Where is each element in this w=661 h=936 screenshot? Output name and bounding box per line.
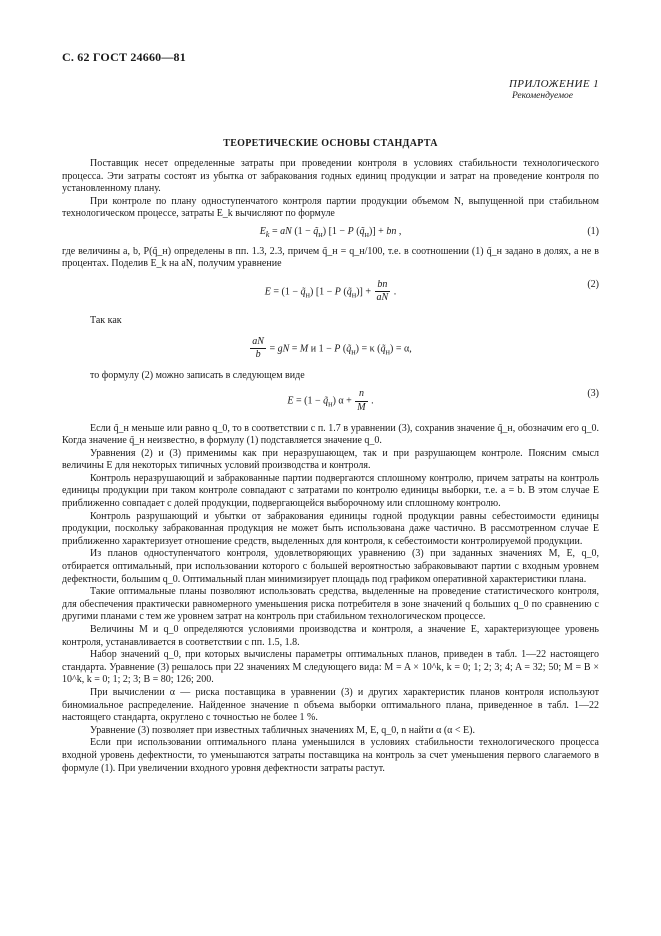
formula-intermediate-expr: $\frac{aN}{b}$ = gN = M и 1 − P $(q̃_н) = \kappa$ $(q̃_н) = \alpha$, (252, 335, 412, 361)
page-header: С. 62 ГОСТ 24660—81 (62, 50, 186, 64)
paragraph-16: Если при использовании оптимального плана уменьшился в условиях стабильности технологического процесса входной уровень дефектности, то уменьшаются затраты поставщика на контроль за счет уменьшения первого слагаемого в формуле (1). При увеличении входного уровня дефектности затраты растут. (62, 737, 599, 774)
paragraph-15: Уравнение (3) позволяет при известных табличных значениях M, E, q_0, n найти α (α < E). (90, 724, 475, 736)
paragraph-3: где величины a, b, P(q̃_н) определены в пп. 1.3, 2.3, причем q̃_н = q_н/100, т.е. в соотношении (1) q̃_н задано в долях, а не в процентах. Поделив E_k на aN, получим уравнение (62, 245, 599, 270)
paragraph-13: Набор значений q_0, при которых вычислены параметры оптимальных планов, приведен в табл. 1—22 настоящего стандарта. Уравнение (3) решалось при 22 значениях M следующего вида: M = A × 10^k, k = 0; 1; 2; 3; 4; A = 32; 50; M = B × 10^k, k = 0; 1; 2; 3; B = 80; 126; 200. (62, 649, 599, 686)
formula-2-number: (2) (587, 278, 599, 290)
paragraph-1: Поставщик несет определенные затраты при проведении контроля в условиях стабильности технологического процесса. Эти затраты состоят из убытка от забракования годных единиц продукции и затрат на проведение контроля по установленному плану. (62, 158, 599, 195)
appendix-block (509, 78, 599, 101)
paragraph-9: Контроль разрушающий и убытки от забракования единицы годной продукции равны себестоимости единицы продукции, поскольку забракованная продукция не может быть использована даже частично. В рассмотренном случае E приближенно характеризует отношение средств, выделенных для контроля, к себестоимости контролируемой продукции. (62, 510, 599, 547)
section-title: ТЕОРЕТИЧЕСКИЕ ОСНОВЫ СТАНДАРТА (223, 138, 438, 149)
paragraph-10: Из планов одноступенчатого контроля, удовлетворяющих уравнению (3) при заданных значениях M, E, q_0, отбирается оптимальный, при использовании которого с большей вероятностью забраковывают партии с входным уровнем дефектности, большим q_0. Оптимальный план минимизирует площадь под графиком оперативной характеристики плана. (62, 548, 599, 585)
formula-1-expr: $E_k$ = aN $(1 - q̃_н)$ [1 − P $(q̃_н)$] + bn , (259, 225, 402, 239)
document-body (62, 158, 599, 775)
formula-intermediate (62, 336, 599, 362)
formula-2 (62, 279, 599, 305)
formula-1-number: (1) (587, 225, 599, 237)
formula-3-expr: $E = (1 - q̃_н)$ α + $\frac{n}{M}$ . (287, 388, 374, 413)
paragraph-7: Уравнения (2) и (3) применимы как при неразрушающем, так и при разрушающем контроле. Поясним смысл величины E для некоторых типичных условий производства и контроля. (62, 447, 599, 472)
paragraph-5: то формулу (2) можно записать в следующем виде (90, 369, 305, 381)
paragraph-14: При вычислении α — риска поставщика в уравнении (3) и других характеристик планов контроля используют биномиальное распределение. Найденное значение n объема выборки оптимального плана, приведенное в табл. 1—22 настоящего стандарта, округлено с точностью не более 1 %. (62, 686, 599, 724)
paragraph-8: Контроль неразрушающий и забракованные партии подвергаются сплошному контролю, причем затраты на контроль единицы продукции при таком контроле совпадают с затратами по контролю единицы выборки, т.е. a = b. В этом случае E приближенно совпадает с долей продукции, подвергающейся выборочному или сплошному контролю. (62, 472, 599, 510)
paragraph-12: Величины M и q_0 определяются условиями производства и контроля, а значение E, характеризующее уровень контроля, устанавливается в соответствии с пп. 1.5, 1.8. (62, 624, 599, 648)
formula-3-number: (3) (587, 388, 599, 400)
formula-2-expr: $E = (1 - q̃_н)$ [1 − P $(q̃_н)$] + $\frac{bn}{aN}$ . (264, 278, 397, 304)
paragraph-2: При контроле по плану одноступенчатого контроля партии продукции объемом N, выпущенной при стабильном технологическом процессе, затраты E_k вычисляют по формуле (62, 195, 599, 220)
appendix-note: Рекомендуемое (511, 91, 573, 101)
paragraph-4: Так как (90, 314, 122, 326)
formula-3 (62, 388, 599, 414)
formula-1 (62, 226, 599, 242)
paragraph-6: Если q̃_н меньше или равно q_0, то в соответствии с п. 1.7 в уравнении (3), сохранив значение q̃_н, обозначим его q_0. Когда значение q̃_н неизвестно, в формулу (1) подставляется значение q_0. (62, 422, 599, 447)
paragraph-11: Такие оптимальные планы позволяют использовать средства, выделенные на проведение статистического контроля, для обеспечения практически равномерного уменьшения риска потребителя в зоне значений q больших q_0 по сравнению с другими планами с тем же уровнем затрат на контроль при стабильном технологическом процессе. (62, 586, 599, 623)
appendix-label: ПРИЛОЖЕНИЕ 1 (508, 78, 599, 90)
